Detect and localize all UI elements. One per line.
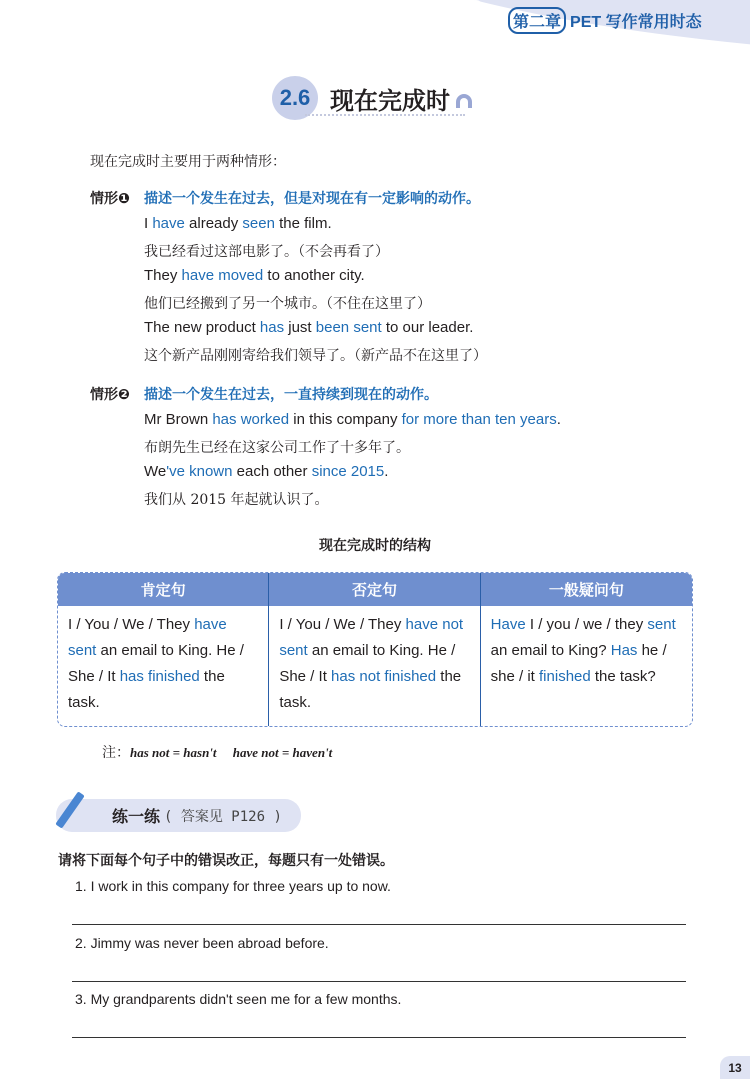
case-description: 描述一个发生在过去，但是对现在有一定影响的动作。 bbox=[144, 190, 480, 206]
exercise-item: 1. I work in this company for three years up to now. bbox=[75, 878, 391, 894]
example-translation: 布朗先生已经在这家公司工作了十多年了。 bbox=[144, 440, 410, 456]
answer-line[interactable] bbox=[72, 924, 686, 925]
structure-table bbox=[57, 572, 693, 727]
section-title: 现在完成时 bbox=[330, 87, 450, 115]
text-segment: he / she / it bbox=[490, 642, 667, 685]
table-cell bbox=[58, 606, 269, 726]
highlight-text: 've known bbox=[166, 463, 233, 480]
highlight-text: seen bbox=[242, 215, 275, 232]
highlight-text: has worked bbox=[212, 411, 290, 428]
text-segment: The new product bbox=[144, 319, 260, 336]
text-segment: already bbox=[184, 215, 243, 232]
table-cell bbox=[269, 606, 480, 726]
note bbox=[102, 742, 332, 762]
answer-line[interactable] bbox=[72, 1037, 686, 1038]
highlight-text: have sent bbox=[68, 616, 227, 659]
highlight-text: been sent bbox=[315, 319, 382, 336]
case-description: 描述一个发生在过去，一直持续到现在的动作。 bbox=[144, 386, 438, 402]
highlight-text: finished bbox=[539, 668, 591, 685]
highlight-text: since 2015 bbox=[311, 463, 385, 480]
text-segment: the task. bbox=[279, 668, 462, 711]
text-segment: . bbox=[556, 411, 561, 428]
practice-answer-ref: ( 答案见 P126 ) bbox=[164, 808, 282, 825]
text-segment: just bbox=[284, 319, 316, 336]
highlight-text: have moved bbox=[181, 267, 264, 284]
text-segment: to our leader. bbox=[381, 319, 474, 336]
section-number: 2.6 bbox=[272, 76, 318, 120]
highlight-text: has finished bbox=[119, 668, 200, 685]
chapter-label: 第二章 bbox=[508, 7, 566, 34]
highlight-text: has not finished bbox=[331, 668, 437, 685]
highlight-text: has bbox=[259, 319, 285, 336]
case-label: 情形❶ bbox=[90, 190, 130, 206]
chapter-header bbox=[508, 7, 702, 34]
answer-line[interactable] bbox=[72, 981, 686, 982]
text-segment: Mr Brown bbox=[144, 411, 213, 428]
text-segment: I / you / we / they bbox=[525, 616, 648, 633]
practice-title: 练一练 bbox=[112, 809, 161, 826]
highlight-text: have not sent bbox=[279, 616, 464, 659]
table-header: 一般疑问句 bbox=[481, 573, 692, 606]
note-label: 注： bbox=[102, 745, 130, 761]
table-header: 否定句 bbox=[269, 573, 480, 606]
intro-text: 现在完成时主要用于两种情形： bbox=[90, 153, 286, 169]
text-segment: They bbox=[144, 267, 182, 284]
case-label: 情形❷ bbox=[90, 386, 130, 402]
text-segment: to another city. bbox=[263, 267, 365, 284]
example-translation: 我们从 2015 年起就认识了。 bbox=[144, 492, 329, 508]
table-cell bbox=[481, 606, 692, 726]
example-sentence bbox=[144, 411, 561, 428]
highlight-text: sent bbox=[647, 616, 676, 633]
decor-dot bbox=[470, 0, 482, 10]
headphones-icon[interactable] bbox=[456, 94, 472, 108]
divider bbox=[305, 114, 465, 116]
text-segment: I bbox=[144, 215, 153, 232]
example-sentence bbox=[144, 267, 365, 284]
text-segment: the task? bbox=[590, 668, 656, 685]
note-text: has not = hasn't have not = haven't bbox=[130, 745, 333, 760]
example-translation: 他们已经搬到了另一个城市。（不住在这里了） bbox=[144, 296, 431, 312]
text-segment: in this company bbox=[289, 411, 402, 428]
text-segment: the task. bbox=[68, 668, 225, 711]
highlight-text: have bbox=[152, 215, 185, 232]
example-sentence bbox=[144, 215, 332, 232]
chapter-title: PET 写作常用时态 bbox=[570, 14, 702, 31]
text-segment: an email to King. He / She / It bbox=[279, 642, 456, 685]
text-segment: . bbox=[384, 463, 389, 480]
text-segment: each other bbox=[232, 463, 312, 480]
table-header: 肯定句 bbox=[58, 573, 269, 606]
text-segment: the film. bbox=[274, 215, 332, 232]
text-segment: an email to King. He / She / It bbox=[68, 642, 244, 685]
text-segment: I / You / We / They bbox=[68, 616, 195, 633]
text-segment: We bbox=[144, 463, 167, 480]
decor-dot bbox=[445, 0, 459, 10]
exercise-item: 3. My grandparents didn't seen me for a few months. bbox=[75, 991, 402, 1007]
page-number: 13 bbox=[720, 1056, 750, 1079]
example-sentence bbox=[144, 319, 473, 336]
highlight-text: for more than ten years bbox=[401, 411, 557, 428]
exercise-item: 2. Jimmy was never been abroad before. bbox=[75, 935, 329, 951]
text-segment: an email to King? bbox=[490, 642, 611, 659]
example-translation: 我已经看过这部电影了。（不会再看了） bbox=[144, 244, 389, 260]
practice-instruction: 请将下面每个句子中的错误改正，每题只有一处错误。 bbox=[58, 852, 394, 868]
highlight-text: Has bbox=[610, 642, 638, 659]
example-translation: 这个新产品刚刚寄给我们领导了。（新产品不在这里了） bbox=[144, 348, 487, 364]
text-segment: I / You / We / They bbox=[279, 616, 406, 633]
example-sentence bbox=[144, 463, 388, 480]
highlight-text: Have bbox=[490, 616, 526, 633]
table-title: 现在完成时的结构 bbox=[319, 537, 431, 553]
practice-banner bbox=[56, 799, 301, 832]
